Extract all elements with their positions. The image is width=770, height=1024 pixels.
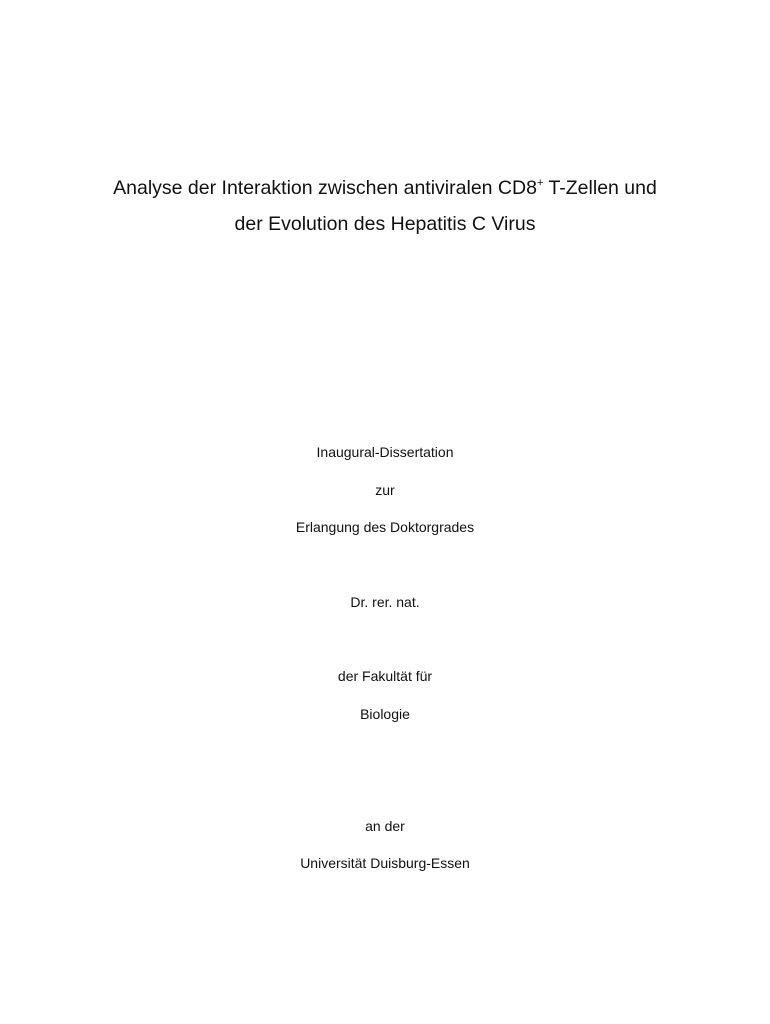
faculty-name: Biologie <box>360 706 410 722</box>
dissertation-type: Inaugural-Dissertation <box>316 444 454 460</box>
degree-name: Dr. rer. nat. <box>350 594 420 610</box>
university-name: Universität Duisburg-Essen <box>300 855 470 871</box>
title-text-part-2: T-Zellen und <box>543 177 657 199</box>
preposition-an-der: an der <box>365 818 405 834</box>
title-line-1 <box>0 176 770 200</box>
title-line-2: der Evolution des Hepatitis C Virus <box>234 213 536 235</box>
degree-purpose: Erlangung des Doktorgrades <box>295 519 475 535</box>
superscript-plus: + <box>536 176 544 189</box>
preposition-zur: zur <box>375 482 395 498</box>
faculty-label: der Fakultät für <box>337 668 433 684</box>
title-text-part-1: Analyse der Interaktion zwischen antiviralen CD8 <box>113 177 537 199</box>
